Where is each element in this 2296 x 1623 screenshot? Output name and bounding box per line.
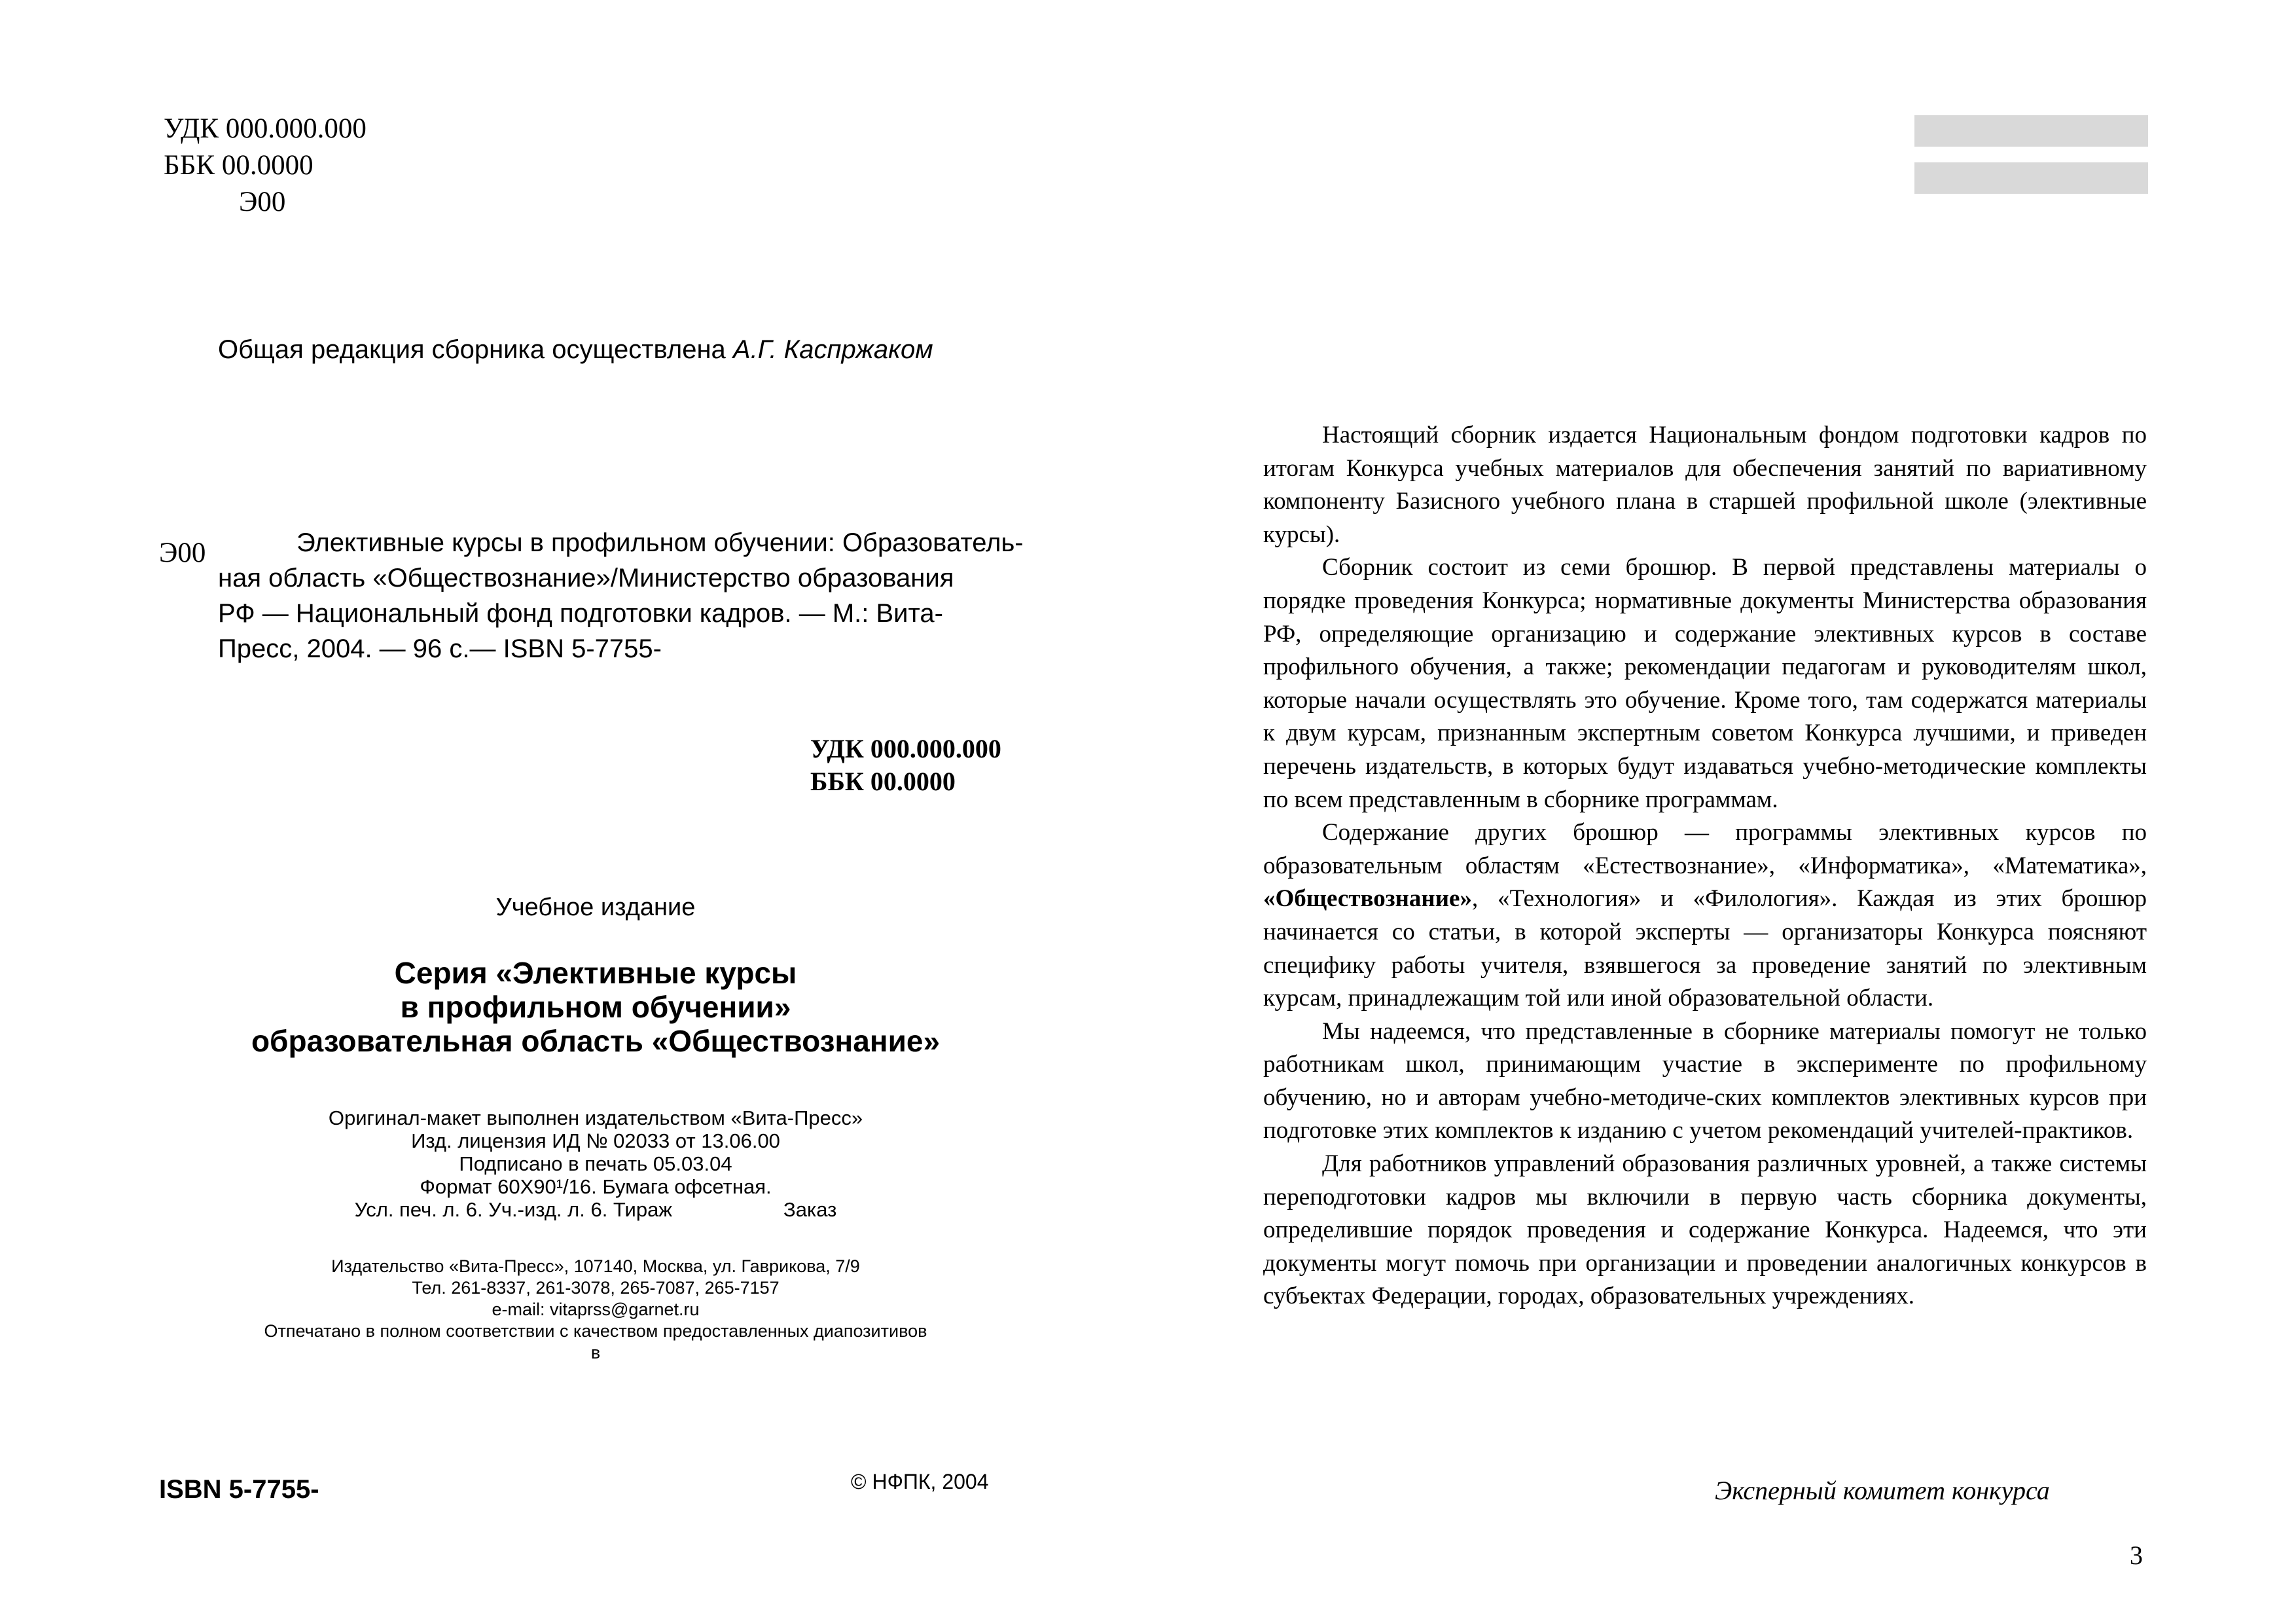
preface-text — [1263, 419, 2147, 1313]
bbk-code-top: ББК 00.0000 — [164, 150, 314, 181]
catalog-line: ная область «Обществознание»/Министерство образования — [218, 564, 954, 593]
publisher-block — [0, 1256, 1191, 1364]
editor-name: А.Г. Каспржаком — [732, 335, 933, 364]
publisher-line: Тел. 261-8337, 261-3078, 265-7087, 265-7157 — [412, 1278, 780, 1298]
imprint-line: Подписано в печать 05.03.04 — [459, 1152, 732, 1175]
publisher-line: e-mail: vitaprss@garnet.ru — [492, 1300, 700, 1319]
preface-text-run: Содержание других брошюр — программы элективных курсов по образовательным областям «Естествознание», «Информатика», «Математика», — [1263, 819, 2147, 879]
edition-type-label: Учебное издание — [495, 894, 696, 921]
preface-paragraph: Мы надеемся, что представленные в сборнике материалы помогут не только работникам школ, принимающим участие в эксперименте по профильному обучению, но и авторам учебно-методиче-ских комплектов элективных курсов при подготовке этих комплектов к изданию с учетом рекомендаций учителей-практиков. — [1263, 1017, 2147, 1144]
preface-text-run: , «Технология» и «Филология». Каждая из этих брошюр начинается со статьи, в которой эксперты — организаторы Конкурса поясняют специфику работы учителя, взявшегося за проведение занятий по элективным курсам, принадлежащим той или иной образовательной области. — [1263, 885, 2147, 1012]
publisher-line: Издательство «Вита-Пресс», 107140, Москва, ул. Гаврикова, 7/9 — [331, 1256, 860, 1276]
imprint-order-label: Заказ — [783, 1198, 837, 1221]
bbk-code-mid: ББК 00.0000 — [810, 767, 956, 796]
imprint-line: Изд. лицензия ИД № 02033 от 13.06.00 — [411, 1129, 780, 1152]
udk-code-mid: УДК 000.000.000 — [810, 734, 1001, 763]
publisher-line: в — [590, 1343, 601, 1362]
catalog-entry-code: Э00 — [159, 538, 206, 568]
catalog-line: Элективные курсы в профильном обучении: Образователь- — [296, 528, 1024, 557]
page-number: 3 — [2130, 1541, 2143, 1570]
imprint-print-line: Усл. печ. л. 6. Уч.-изд. л. 6. Тираж — [354, 1198, 673, 1221]
preface-paragraph: Для работников управлений образования различных уровней, а также системы переподготовки кадров мы включили в первую часть сборника документы, определившие порядок проведения и содержание Конкурса. Надеемся, что эти документы могут помочь при организации и проведении аналогичных конкурсов в субъектах Федерации, городах, образовательных учреждениях. — [1263, 1150, 2147, 1310]
signature: Эксперный комитет конкурса — [1715, 1476, 2050, 1505]
isbn: ISBN 5-7755- — [159, 1475, 319, 1504]
editor-credit — [218, 335, 933, 365]
series-title-line: Серия «Элективные курсы — [394, 956, 797, 990]
header-placeholder-bar — [1914, 115, 2148, 147]
series-title — [0, 956, 1191, 1058]
header-placeholder-bar — [1914, 162, 2148, 194]
catalog-entry — [218, 525, 1043, 666]
imprint-line: Формат 60Х90¹/16. Бумага офсетная. — [420, 1175, 772, 1198]
preface-paragraph — [1263, 816, 2147, 1015]
catalog-line: РФ — Национальный фонд подготовки кадров. — М.: Вита- — [218, 599, 943, 628]
imprint-line: Оригинал-макет выполнен издательством «Вита-Пресс» — [328, 1106, 863, 1129]
publisher-line: Отпечатано в полном соответствии с качеством предоставленных диапозитивов — [264, 1321, 927, 1341]
editor-credit-prefix: Общая редакция сборника осуществлена — [218, 335, 733, 364]
imprint-block — [0, 1106, 1191, 1221]
copyright: © НФПК, 2004 — [851, 1470, 989, 1493]
series-title-line: образовательная область «Обществознание» — [251, 1024, 941, 1058]
udk-code-top: УДК 000.000.000 — [164, 113, 367, 144]
series-title-line: в профильном обучении» — [400, 990, 791, 1024]
preface-paragraph: Сборник состоит из семи брошюр. В первой представлены материалы о порядке проведения Конкурса; нормативные документы Министерства образования РФ, определяющие организацию и содержание элективных курсов в составе профильного обучения, а также; рекомендации педагогам и руководителям школ, которые начали осуществлять это обучение. Кроме того, там содержатся материалы к двум курсам, признанным экспертным советом Конкурса лучшими, и приведен перечень издательств, в которых будут издаваться учебно-методические комплекты по всем представленным в сборнике программам. — [1263, 554, 2147, 813]
imprint-print-row — [0, 1198, 1191, 1221]
catalog-line: Пресс, 2004. — 96 с.— ISBN 5-7755- — [218, 634, 662, 663]
preface-paragraph: Настоящий сборник издается Национальным фондом подготовки кадров по итогам Конкурса учебных материалов для обеспечения занятий по вариативному компоненту Базисного учебного плана в старшей профильной школе (элективные курсы). — [1263, 422, 2147, 548]
author-mark-top: Э00 — [239, 187, 286, 217]
preface-bold-term: «Обществознание» — [1263, 885, 1472, 913]
